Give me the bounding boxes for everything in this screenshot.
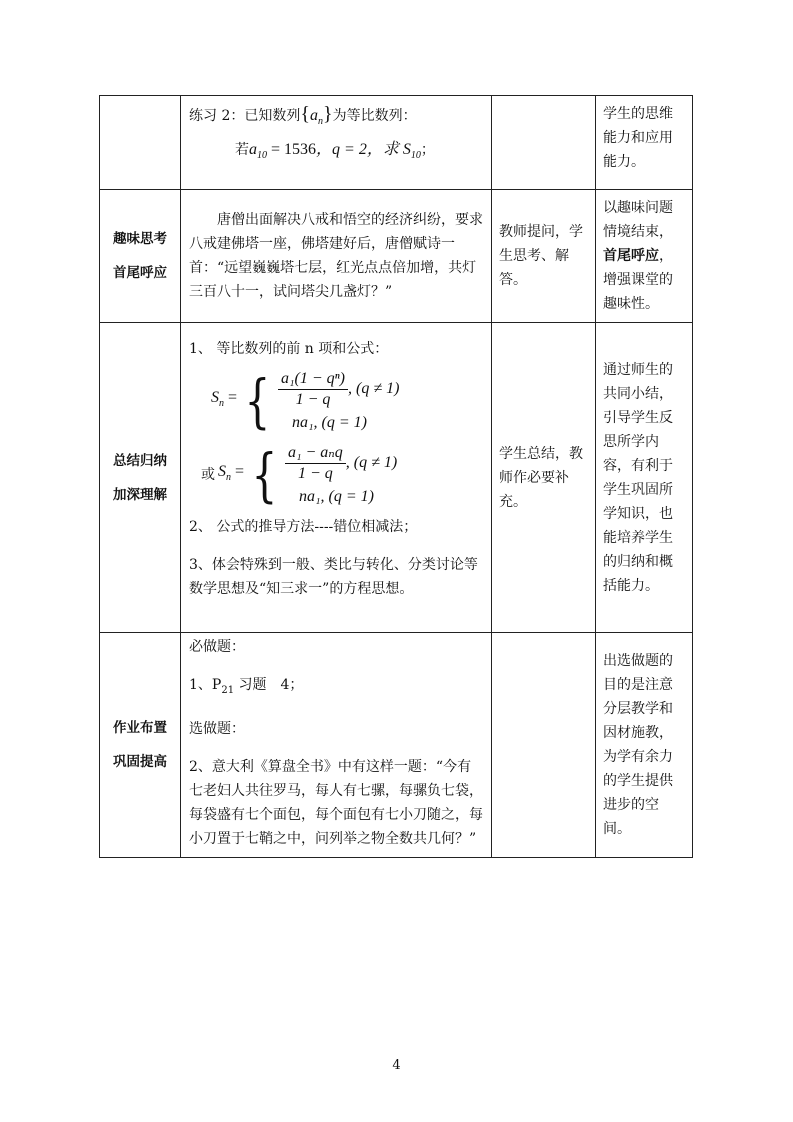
exercise-2-content (181, 96, 492, 190)
lesson-plan-table (99, 95, 693, 858)
label-line-2: 巩固提高 (113, 753, 167, 770)
page-number: 4 (392, 1058, 401, 1073)
optional-item: 2、意大利《算盘全书》中有这样一题：“今有七老妇人共往罗马，每人有七骡，每骡负七袋，每袋盛有七个面包，每个面包有七小刀随之，每小刀置于七鞘之中，问列举之物全数共几何？” (189, 758, 483, 847)
row-label-homework (100, 633, 181, 858)
brace-icon: { (244, 367, 271, 435)
table-row (100, 323, 693, 633)
method-cell: 学生总结，教师作必要补充。 (492, 323, 596, 633)
required-title: 必做题： (189, 639, 245, 655)
table-row (100, 633, 693, 858)
condition-prefix: 若 (235, 142, 249, 159)
q-expression: ，q = 2，求 (316, 141, 403, 159)
homework-content (181, 633, 492, 858)
or-text: 或 (201, 467, 215, 483)
s10-expression: $S_{10}$ (402, 141, 421, 162)
label-line-1: 趣味思考 (113, 231, 167, 247)
purpose-note: 出选做题的目的是注意分层教学和因材施教，为学有余力的学生提供进步的空间。 (596, 633, 693, 858)
row-label-fun-thinking (100, 190, 181, 323)
fun-problem-content (181, 190, 492, 323)
label-line-2: 加深理解 (113, 486, 167, 503)
brace-icon: { (251, 441, 278, 509)
table-row (100, 96, 693, 190)
summary-content (181, 323, 492, 633)
required-item: 1、$P_{21}$ 习题 4； (189, 677, 304, 696)
purpose-note: 通过师生的共同小结，引导学生反思所学内容，有利于学生巩固所学知识，也能培养学生的归纳和概括能力。 (596, 323, 693, 633)
row-label-summary (100, 323, 181, 633)
sum-formula-2: 或 $S_n$ = { $\frac{\text{a₁ − aₙq}}{1 - q}$ , (q ≠ 1) na₁, (q = 1) (201, 441, 398, 509)
label-line-1: 总结归纳 (113, 452, 167, 469)
exercise-text: 练习 2：已知数列 (189, 108, 301, 124)
table-row (100, 190, 693, 323)
summary-item-1: 1、 等比数列的前 n 项和公式： (189, 341, 389, 357)
purpose-note: 学生的思维能力和应用能力。 (596, 96, 693, 190)
summary-item-2: 2、 公式的推导方法----错位相减法； (189, 519, 418, 535)
condition-suffix: ； (420, 142, 435, 159)
sequence-notation: $\{a_n\}$ (300, 103, 333, 128)
label-line-2: 首尾呼应 (113, 265, 167, 281)
exercise-text-suffix: 为等比数列： (332, 108, 417, 124)
sum-formula-1: $S_n$ = { $\frac{\text{a₁(1 − qⁿ)}}{1 - q}$ , (q ≠ 1) na₁, (q = 1) (211, 367, 400, 435)
tang-monk-problem: 唐僧出面解决八戒和悟空的经济纠纷，要求八戒建佛塔一座，佛塔建好后，唐僧赋诗一首：“远望巍巍塔七层，红光点点倍加增，共灯三百八十一，试问塔尖几盏灯？” (189, 212, 483, 300)
summary-item-3: 3、体会特殊到一般、类比与转化、分类讨论等数学思想及“知三求一”的方程思想。 (189, 557, 478, 597)
method-cell: 教师提问，学生思考、解答。 (492, 190, 596, 323)
optional-title: 选做题： (189, 720, 245, 737)
method-cell (492, 96, 596, 190)
method-cell (492, 633, 596, 858)
purpose-note: 以趣味问题情境结束，首尾呼应，增强课堂的趣味性。 (596, 190, 693, 323)
label-line-1: 作业布置 (113, 719, 167, 736)
row-label-empty (100, 96, 181, 190)
a10-expression: $a_{10} = 1536$ (249, 141, 317, 162)
